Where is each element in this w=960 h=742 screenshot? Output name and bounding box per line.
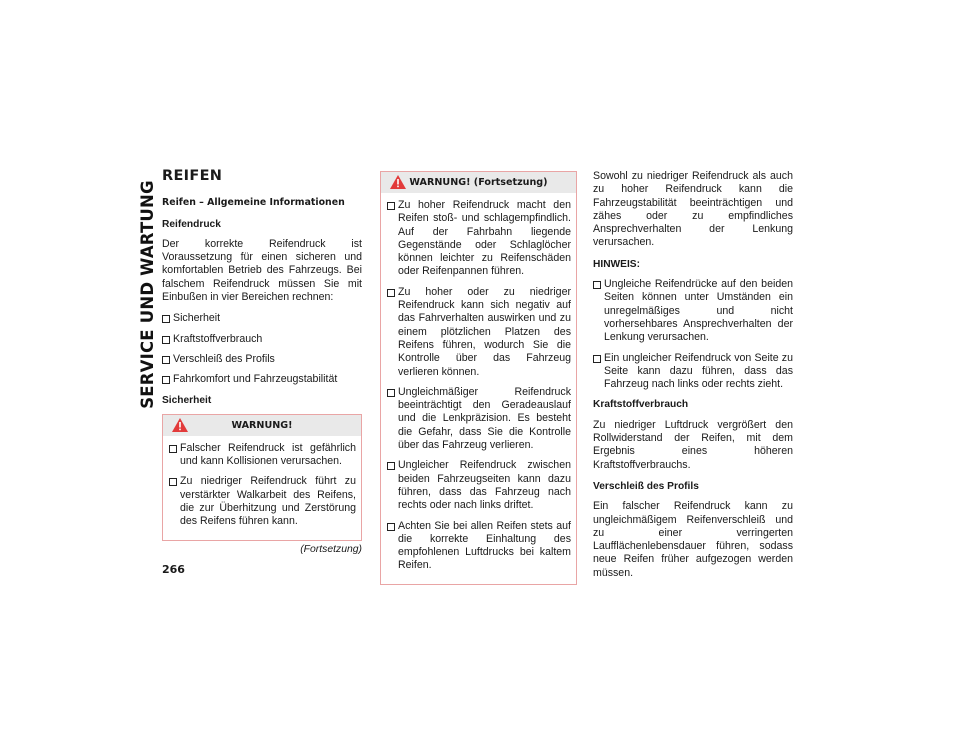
list-item: Ungleiche Reifendrücke auf den beiden Seiten können unter Umständen ein unregelmäßiges und nicht vorhersehbares Ansprechverhalten der Lenkung verursachen. (593, 278, 793, 344)
subtitle: Reifen – Allgemeine Informationen (162, 197, 345, 209)
continued-note: (Fortsetzung) (300, 543, 362, 555)
wear-paragraph: Ein falscher Reifendruck kann zu ungleichmäßigem Reifenverschleiß und zu einer verringerten Laufflächenlebensdauer führen, sodass neue Reifen früher aufgezogen werden müssen. (593, 500, 793, 579)
heading-fuel: Kraftstoffverbrauch (593, 399, 689, 411)
note-list (593, 278, 793, 391)
note-heading: HINWEIS: (593, 258, 640, 270)
warning-title: WARNUNG! (Fortsetzung) (409, 177, 548, 188)
chapter-title: REIFEN (162, 168, 223, 184)
fuel-paragraph: Zu niedriger Luftdruck vergrößert den Rollwiderstand der Reifen, mit dem Ergebnis eines höheren Kraftstoffverbrauchs. (593, 418, 793, 471)
stability-paragraph: Sowohl zu niedriger Reifendruck als auch zu hoher Reifendruck kann die Fahrzeugstabilität beeinträchtigen und zähes oder zu empfindliches Ansprechverhalten der Lenkung verursachen. (593, 170, 793, 249)
heading-wear: Verschleiß des Profils (593, 480, 699, 492)
warning-header (163, 415, 361, 436)
list-item: Zu hoher oder zu niedriger Reifendruck kann sich negativ auf das Fahrverhalten auswirken und zu einem plötzlichen Platzen des Reifens führen, wodurch Sie die Kontrolle über das Fahrzeug verlieren können. (387, 286, 571, 379)
heading-tire-pressure: Reifendruck (162, 218, 221, 230)
column-right (593, 170, 793, 588)
list-item: Zu niedriger Reifendruck führt zu verstärkter Walkarbeit des Reifens, die zur Überhitzung und Zerstörung des Reifens führen kann. (169, 475, 356, 528)
impact-list (162, 312, 362, 386)
page-number: 266 (162, 563, 185, 576)
list-item: Ein ungleicher Reifendruck von Seite zu Seite kann dazu führen, dass das Fahrzeug nach links oder rechts zieht. (593, 352, 793, 392)
warning-triangle-icon (389, 174, 407, 190)
list-item: Ungleichmäßiger Reifendruck beeinträchtigt den Geradeauslauf und die Lenkpräzision. Es besteht die Gefahr, dass Sie die Kontrolle über das Fahrzeug verlieren. (387, 386, 571, 452)
warning-triangle-icon (171, 417, 189, 433)
list-item: Fahrkomfort und Fahrzeugstabilität (162, 373, 362, 386)
sidebar-title-text: SERVICE UND WARTUNG (137, 180, 157, 409)
list-item: Sicherheit (162, 312, 362, 325)
warning-list (163, 442, 361, 529)
list-item: Ungleicher Reifendruck zwischen beiden Fahrzeugseiten kann dazu führen, dass das Fahrzeug nach rechts oder nach links driftet. (387, 459, 571, 512)
intro-paragraph: Der korrekte Reifendruck ist Voraussetzung für einen sicheren und komfortablen Betrieb des Fahrzeugs. Bei falschem Reifendruck müssen Sie mit Einbußen in vier Bereichen rechnen: (162, 237, 362, 304)
column-middle (380, 171, 577, 585)
list-item: Falscher Reifendruck ist gefährlich und kann Kollisionen verursachen. (169, 442, 356, 469)
warning-header (381, 172, 576, 193)
warning-box-continued (380, 171, 577, 585)
warning-list (381, 199, 576, 573)
warning-box (162, 414, 362, 541)
list-item: Kraftstoffverbrauch (162, 333, 362, 346)
list-item: Zu hoher Reifendruck macht den Reifen stoß- und schlagempfindlich. Auf der Fahrbahn liegende Gegenstände oder Schlaglöcher können leichter zu Reifenschäden oder Reifenpannen führen. (387, 199, 571, 279)
column-left (162, 170, 362, 556)
warning-title: WARNUNG! (231, 419, 293, 431)
section-sidebar-title (137, 172, 157, 417)
heading-safety: Sicherheit (162, 394, 212, 406)
list-item: Achten Sie bei allen Reifen stets auf die korrekte Einhaltung des empfohlenen Luftdrucks bei kaltem Reifen. (387, 520, 571, 573)
list-item: Verschleiß des Profils (162, 353, 362, 366)
